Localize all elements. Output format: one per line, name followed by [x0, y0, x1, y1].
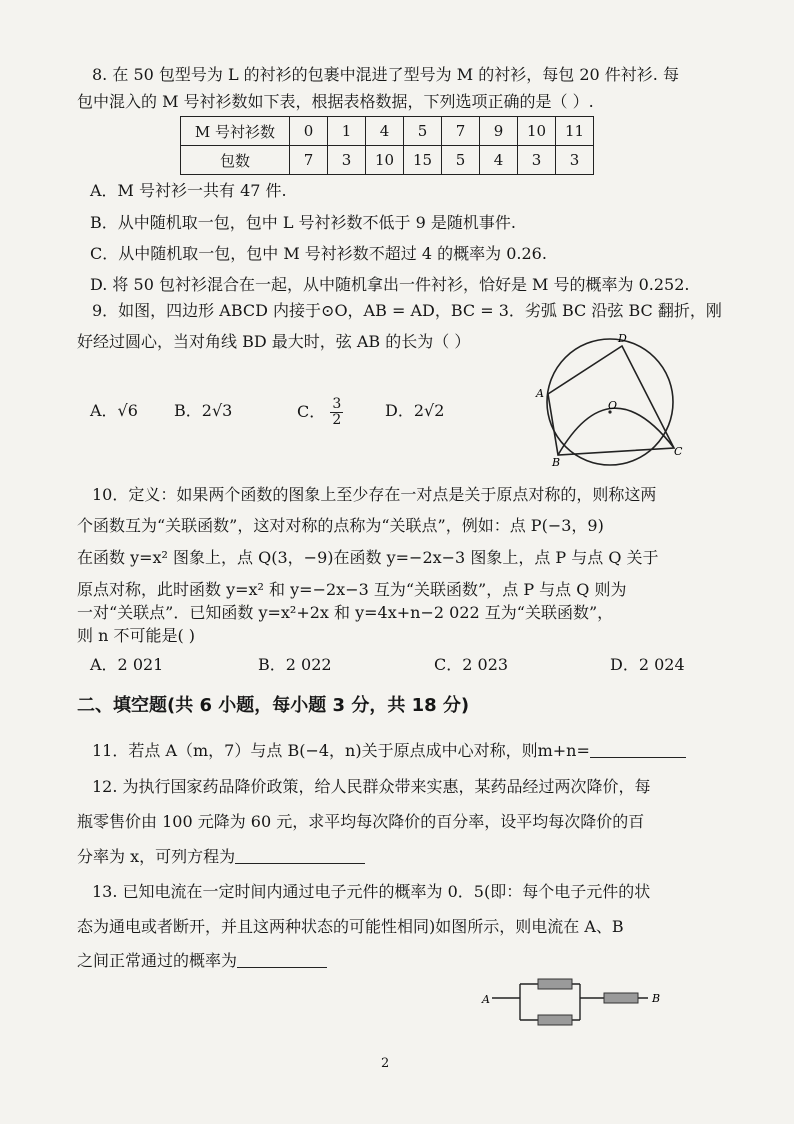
q8-line-2: 包中混入的 M 号衬衫数如下表，根据表格数据，下列选项正确的是（ ）.	[77, 92, 594, 111]
table-cell: 9	[480, 117, 518, 146]
q13-text: 之间正常通过的概率为	[77, 951, 238, 970]
answer-blank	[590, 741, 686, 758]
resistor-top	[538, 979, 572, 989]
q10-option-b: B．2 022	[258, 655, 332, 674]
q8-option-b: B．从中随机取一包，包中 L 号衬衫数不低于 9 是随机事件.	[90, 213, 516, 232]
table-row	[181, 146, 594, 175]
q13-line-1: 13. 已知电流在一定时间内通过电子元件的概率为 0．5(即：每个电子元件的状	[92, 882, 651, 901]
table-cell: 5	[442, 146, 480, 175]
q8-option-a: A．M 号衬衫一共有 47 件.	[90, 181, 287, 200]
table-row-label: M 号衬衫数	[181, 117, 290, 146]
table-cell: 7	[290, 146, 328, 175]
q8-option-d: D. 将 50 包衬衫混合在一起，从中随机拿出一件衬衫，恰好是 M 号的概率为 0.252.	[90, 275, 690, 294]
q12-line-1: 12. 为执行国家药品降价政策，给人民群众带来实惠，某药品经过两次降价，每	[92, 777, 651, 796]
fraction	[330, 397, 343, 428]
table-cell: 4	[480, 146, 518, 175]
table-cell: 10	[366, 146, 404, 175]
q9-line-1: 9．如图，四边形 ABCD 内接于⊙O，AB = AD，BC = 3．劣弧 BC 沿弦 BC 翻折，刚	[92, 301, 722, 320]
label-b: B	[652, 992, 661, 1005]
q10-line-2: 个函数互为“关联函数”，这对对称的点称为“关联点”，例如：点 P(−3，9)	[77, 516, 604, 535]
section-heading: 二、填空题(共 6 小题，每小题 3 分，共 18 分)	[77, 695, 470, 716]
q12-line-2: 瓶零售价由 100 元降为 60 元，求平均每次降价的百分率，设平均每次降价的百	[77, 812, 645, 831]
q8-option-c: C．从中随机取一包，包中 M 号衬衫数不超过 4 的概率为 0.26.	[90, 244, 547, 263]
resistor-series	[604, 993, 638, 1003]
label-a: A	[482, 993, 490, 1006]
q10-line-1: 10．定义：如果两个函数的图象上至少存在一对点是关于原点对称的，则称这两	[92, 485, 657, 504]
table-cell: 10	[518, 117, 556, 146]
table-cell: 7	[442, 117, 480, 146]
fraction-numerator: 3	[332, 396, 342, 412]
q9-option-a: A．√6	[90, 401, 138, 420]
q13-line-2: 态为通电或者断开，并且这两种状态的可能性相同)如图所示，则电流在 A、B	[77, 917, 624, 936]
q10-option-d: D．2 024	[610, 655, 685, 674]
fraction-denominator: 2	[332, 412, 342, 428]
q13-circuit-figure	[478, 972, 678, 1032]
q12-text: 分率为 x，可列方程为	[77, 847, 236, 866]
table-cell: 3	[328, 146, 366, 175]
q9-circle-figure	[530, 330, 690, 470]
q10-option-c: C．2 023	[434, 655, 509, 674]
table-cell: 15	[404, 146, 442, 175]
q10-line-4: 原点对称，此时函数 y=x² 和 y=−2x−3 互为“关联函数”，点 P 与点 Q 则为	[77, 580, 627, 599]
q10-line-6: 则 n 不可能是( )	[77, 626, 196, 645]
table-cell: 3	[518, 146, 556, 175]
q10-option-a: A．2 021	[90, 655, 164, 674]
q8-table	[180, 116, 594, 175]
label-d: D	[618, 332, 627, 345]
table-cell: 1	[328, 117, 366, 146]
q11-line-1	[92, 740, 686, 762]
q12-line-3	[77, 846, 365, 868]
q11-text: 11．若点 A（m，7）与点 B(−4，n)关于原点成中心对称，则m+n=	[92, 741, 590, 760]
page-number: 2	[381, 1056, 390, 1071]
label-a: A	[536, 387, 544, 400]
label-c: C	[674, 445, 683, 458]
resistor-bottom	[538, 1015, 572, 1025]
table-cell: 5	[404, 117, 442, 146]
label-b: B	[552, 456, 561, 469]
table-cell: 4	[366, 117, 404, 146]
q10-line-5: 一对“关联点”．已知函数 y=x²+2x 和 y=4x+n−2 022 互为“关联函数”，	[77, 603, 614, 622]
table-row-label: 包数	[181, 146, 290, 175]
q9-line-2: 好经过圆心，当对角线 BD 最大时，弦 AB 的长为（ ）	[77, 332, 471, 351]
q9-option-c	[297, 397, 343, 428]
label-o: O	[608, 399, 618, 412]
table-cell: 11	[556, 117, 594, 146]
q9-option-b: B．2√3	[174, 401, 233, 420]
q8-line-1: 8. 在 50 包型号为 L 的衬衫的包裹中混进了型号为 M 的衬衫，每包 20 件衬衫. 每	[92, 65, 679, 84]
table-cell: 3	[556, 146, 594, 175]
q9-option-c-label: C．	[297, 402, 326, 421]
q9-option-d: D．2√2	[385, 401, 445, 420]
q13-line-3	[77, 950, 327, 972]
answer-blank	[237, 951, 327, 968]
q10-line-3: 在函数 y=x² 图象上，点 Q(3，−9)在函数 y=−2x−3 图象上，点 P 与点 Q 关于	[77, 548, 659, 567]
table-row	[181, 117, 594, 146]
table-cell: 0	[290, 117, 328, 146]
answer-blank	[235, 847, 365, 864]
